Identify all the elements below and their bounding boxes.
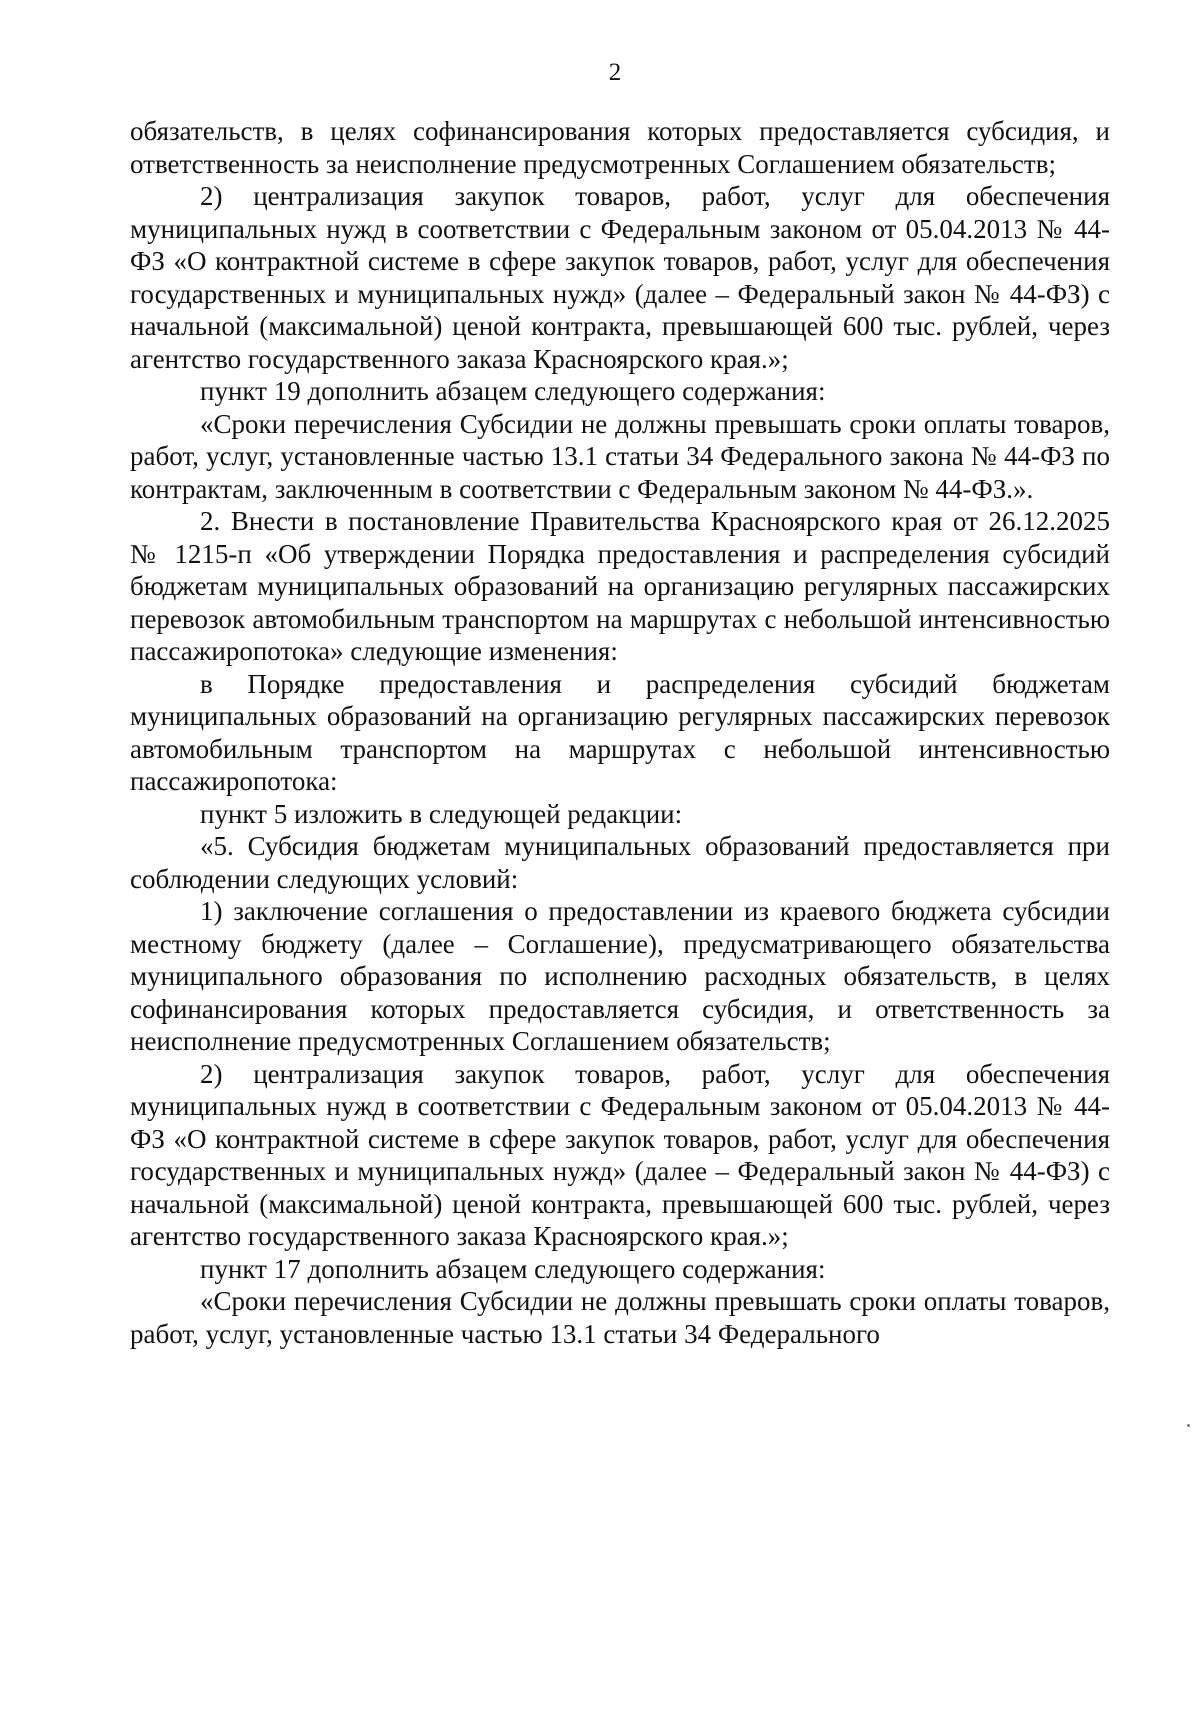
page-number: 2 xyxy=(608,59,622,86)
scan-dot-mark xyxy=(1187,1424,1190,1427)
paragraph: 2. Внести в постановление Правительства Красноярского края от 26.12.2025 № 1215-п «Об утверждении Порядка предоставления и распределения субсидий бюджетам муниципальных образований на организацию регулярных пассажирских перевозок автомобильным транспортом на маршрутах с небольшой интенсивностью пассажиропотока» следующие изменения: xyxy=(130,506,1110,666)
paragraph: «Сроки перечисления Субсидии не должны превышать сроки оплаты товаров, работ, услуг, установленные частью 13.1 статьи 34 Федерального закона № 44-ФЗ по контрактам, заключенным в соответствии с Федеральным законом № 44-ФЗ.». xyxy=(130,408,1110,504)
paragraph: 1) заключение соглашения о предоставлении из краевого бюджета субсидии местному бюджету (далее – Соглашение), предусматривающего обязательства муниципального образования по исполнению расходных обязательств, в целях софинансирования которых предоставляется субсидия, и ответственность за неисполнение предусмотренных Соглашением обязательств; xyxy=(130,896,1110,1056)
paragraph: в Порядке предоставления и распределения субсидий бюджетам муниципальных образований на организацию регулярных пассажирских перевозок автомобильным транспортом на маршрутах с небольшой интенсивностью пассажиропотока: xyxy=(130,668,1110,796)
paragraph: «Сроки перечисления Субсидии не должны превышать сроки оплаты товаров, работ, услуг, установленные частью 13.1 статьи 34 Федерального xyxy=(130,1286,1110,1349)
paragraph: пункт 17 дополнить абзацем следующего содержания: xyxy=(200,1253,826,1284)
paragraph: пункт 5 изложить в следующей редакции: xyxy=(200,798,683,829)
paragraph: пункт 19 дополнить абзацем следующего содержания: xyxy=(200,376,826,406)
paragraph: 2) централизация закупок товаров, работ, услуг для обеспечения муниципальных нужд в соответствии с Федеральным законом от 05.04.2013 № 44-ФЗ «О контрактной системе в сфере закупок товаров, работ, услуг для обеспечения государственных и муниципальных нужд» (далее – Федеральный закон № 44-ФЗ) с начальной (максимальной) ценой контракта, превышающей 600 тыс. рублей, через агентство государственного заказа Красноярского края.»; xyxy=(130,1058,1110,1251)
document-body xyxy=(130,115,1110,1350)
paragraph: «5. Субсидия бюджетам муниципальных образований предоставляется при соблюдении следующих условий: xyxy=(130,831,1110,894)
paragraph: обязательств, в целях софинансирования которых предоставляется субсидия, и ответственность за неисполнение предусмотренных Соглашением обязательств; xyxy=(130,116,1110,179)
paragraph: 2) централизация закупок товаров, работ, услуг для обеспечения муниципальных нужд в соответствии с Федеральным законом от 05.04.2013 № 44-ФЗ «О контрактной системе в сфере закупок товаров, работ, услуг для обеспечения государственных и муниципальных нужд» (далее – Федеральный закон № 44-ФЗ) с начальной (максимальной) ценой контракта, превышающей 600 тыс. рублей, через агентство государственного заказа Красноярского края.»; xyxy=(130,181,1110,374)
